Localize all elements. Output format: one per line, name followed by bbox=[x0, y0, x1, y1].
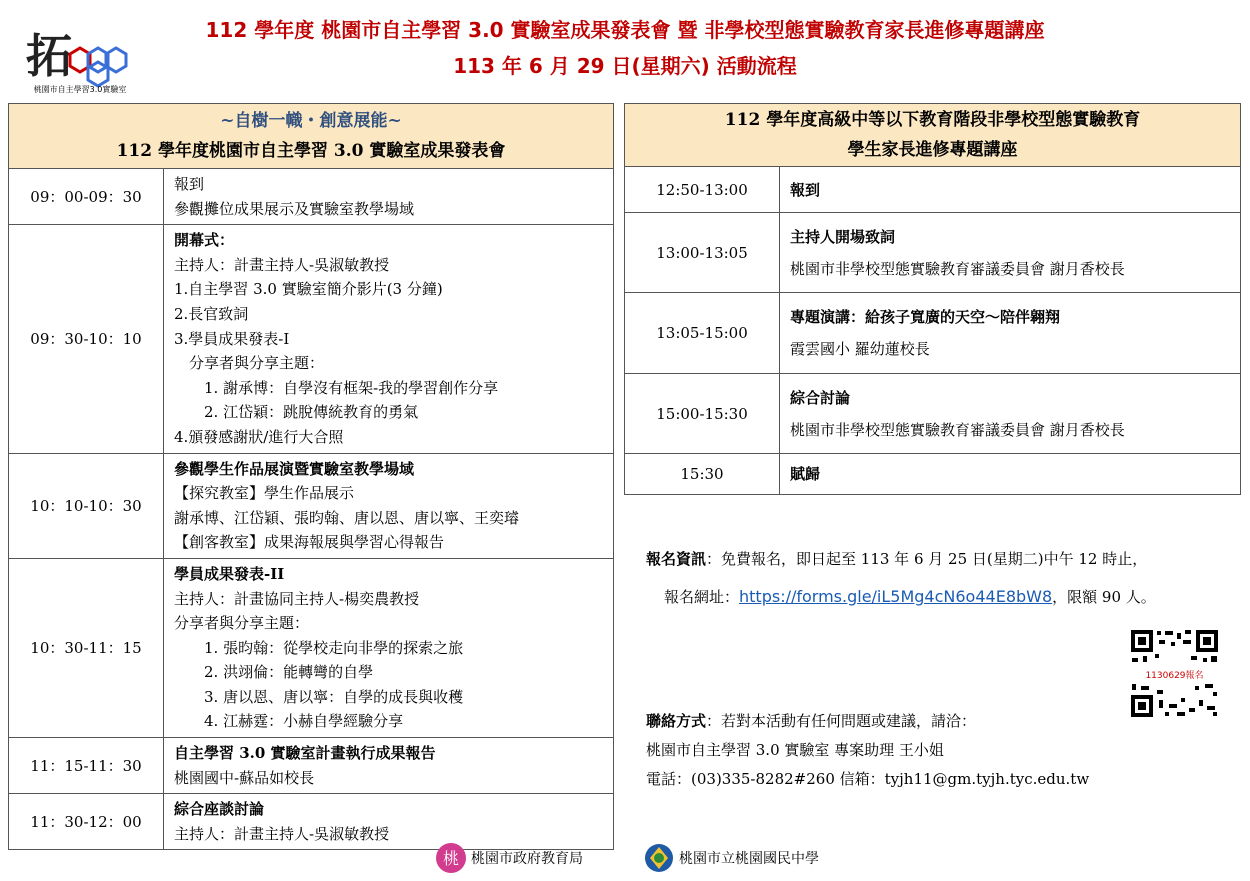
contact-text: ：若對本活動有任何問題或建議，請洽： bbox=[706, 712, 977, 730]
row-line: 分享者與分享主題： bbox=[174, 614, 310, 633]
contact-office: 桃園市自主學習 3.0 實驗室 專案助理 王小姐 bbox=[646, 741, 944, 759]
row-line: 賦歸 bbox=[790, 465, 821, 483]
row-line: 主持人：計畫主持人-吳淑敏教授 bbox=[174, 255, 390, 274]
table-row bbox=[625, 293, 1241, 374]
row-line: 桃園市非學校型態實驗教育審議委員會 謝月香校長 bbox=[790, 259, 1125, 278]
time-cell: 11：30-12：00 bbox=[9, 794, 164, 850]
table-title: 112 學年度高級中等以下教育階段非學校型態實驗教育 bbox=[724, 110, 1141, 130]
contact-phone-email: 電話：(03)335-8282#260 信箱：tyjh11@gm.tyjh.tyc.edu.tw bbox=[646, 770, 1090, 788]
time-cell: 13:05-15:00 bbox=[625, 293, 780, 374]
table-subtitle: 學生家長進修專題講座 bbox=[847, 140, 1018, 160]
table-header-row bbox=[625, 104, 1241, 167]
registration-url-label: 報名網址： bbox=[664, 588, 740, 606]
svg-text:桃: 桃 bbox=[442, 849, 460, 868]
row-line: 主持人：計畫主持人-吳淑敏教授 bbox=[174, 824, 390, 843]
education-bureau-logo-icon bbox=[435, 842, 467, 874]
row-line: 報到 bbox=[174, 175, 205, 193]
row-line: 1.自主學習 3.0 實驗室簡介影片(3 分鐘) bbox=[174, 280, 443, 299]
table-row bbox=[625, 167, 1241, 213]
table-header-row bbox=[9, 104, 614, 169]
row-line: 1. 謝承博：自學沒有框架-我的學習創作分享 bbox=[174, 378, 499, 397]
row-line: 綜合討論 bbox=[790, 388, 851, 407]
registration-text: ：免費報名，即日起至 113 年 6 月 25 日(星期二)中午 12 時止， bbox=[706, 550, 1148, 568]
page-title: 112 學年度 桃園市自主學習 3.0 實驗室成果發表會 暨 非學校型態實驗教育家長進修專題講座 bbox=[205, 18, 1045, 42]
row-line: 3.學員成果發表-I bbox=[174, 329, 290, 348]
footer-org-name: 桃園市政府教育局 bbox=[471, 851, 583, 867]
table-row bbox=[9, 558, 614, 737]
row-line: 綜合座談討論 bbox=[174, 800, 265, 819]
svg-text:拓: 拓 bbox=[26, 29, 72, 83]
row-line: 專題演講：給孩子寬廣的天空～陪伴翱翔 bbox=[790, 308, 1061, 326]
school-emblem-icon bbox=[643, 842, 675, 874]
footer-school bbox=[643, 842, 819, 874]
parent-seminar-schedule-table bbox=[624, 103, 1241, 495]
row-line: 開幕式： bbox=[174, 231, 235, 250]
row-line: 桃園市非學校型態實驗教育審議委員會 謝月香校長 bbox=[790, 420, 1125, 439]
row-line: 學員成果發表-II bbox=[174, 564, 285, 583]
time-cell: 09：00-09：30 bbox=[9, 169, 164, 225]
row-line: 4.頒發感謝狀/進行大合照 bbox=[174, 427, 344, 446]
time-cell: 15:00-15:30 bbox=[625, 374, 780, 454]
row-line: 參觀攤位成果展示及實驗室教學場域 bbox=[174, 199, 415, 218]
time-cell: 11：15-11：30 bbox=[9, 738, 164, 794]
row-line: 2. 江岱穎：跳脫傳統教育的勇氣 bbox=[174, 403, 419, 422]
table-title: 112 學年度桃園市自主學習 3.0 實驗室成果發表會 bbox=[116, 141, 506, 161]
logo-caption: 桃園市自主學習3.0實驗室 bbox=[33, 85, 127, 94]
row-line: 桃園國中-蘇品如校長 bbox=[174, 768, 315, 787]
contact-label: 聯絡方式 bbox=[646, 712, 707, 730]
table-row bbox=[9, 453, 614, 558]
slogan: ~自樹一幟・創意展能~ bbox=[220, 111, 402, 131]
page-subtitle-date: 113 年 6 月 29 日(星期六) 活動流程 bbox=[453, 54, 797, 78]
table-row bbox=[9, 225, 614, 453]
row-line: 1. 張昀翰：從學校走向非學的探索之旅 bbox=[174, 638, 464, 657]
row-line: 2. 洪翊倫：能轉彎的自學 bbox=[174, 663, 374, 682]
registration-limit: ，限額 90 人。 bbox=[1052, 588, 1156, 606]
row-line: 報到 bbox=[790, 180, 821, 199]
time-cell: 15:30 bbox=[625, 454, 780, 495]
time-cell: 13:00-13:05 bbox=[625, 213, 780, 293]
row-line: 主持人開場致詞 bbox=[790, 227, 896, 246]
footer-education-bureau bbox=[435, 842, 583, 874]
time-cell: 09：30-10：10 bbox=[9, 225, 164, 453]
contact-info bbox=[646, 707, 1166, 794]
row-line: 3. 唐以恩、唐以寧：自學的成長與收穫 bbox=[174, 687, 464, 706]
table-row bbox=[625, 213, 1241, 293]
row-line: 主持人：計畫協同主持人-楊奕農教授 bbox=[174, 589, 420, 608]
table-row bbox=[9, 738, 614, 794]
row-line: 2.長官致詞 bbox=[174, 304, 249, 323]
registration-label: 報名資訊 bbox=[646, 550, 707, 568]
time-cell: 10：30-11：15 bbox=[9, 558, 164, 737]
row-line: 自主學習 3.0 實驗室計畫執行成果報告 bbox=[174, 744, 436, 763]
row-line: 霞雲國小 羅幼蓮校長 bbox=[790, 340, 930, 358]
row-line: 參觀學生作品展演暨實驗室教學場域 bbox=[174, 459, 415, 478]
exhibition-schedule-table bbox=[8, 103, 614, 850]
row-line: 【探究教室】學生作品展示 bbox=[174, 484, 355, 503]
row-line: 【創客教室】成果海報展與學習心得報告 bbox=[174, 533, 445, 552]
table-row bbox=[625, 454, 1241, 495]
time-cell: 12:50-13:00 bbox=[625, 167, 780, 213]
time-cell: 10：10-10：30 bbox=[9, 453, 164, 558]
row-line: 分享者與分享主題： bbox=[174, 354, 325, 373]
qr-label: 1130629報名 bbox=[1141, 668, 1208, 681]
table-row bbox=[9, 169, 614, 225]
row-line: 4. 江赫霆：小赫自學經驗分享 bbox=[174, 712, 404, 731]
registration-link[interactable]: https://forms.gle/iL5Mg4cN6o44E8bW8 bbox=[739, 587, 1053, 606]
registration-info bbox=[646, 540, 1236, 616]
row-line: 謝承博、江岱穎、張昀翰、唐以恩、唐以寧、王奕璿 bbox=[174, 508, 520, 527]
table-row bbox=[625, 374, 1241, 454]
footer-org-name: 桃園市立桃園國民中學 bbox=[679, 851, 819, 867]
